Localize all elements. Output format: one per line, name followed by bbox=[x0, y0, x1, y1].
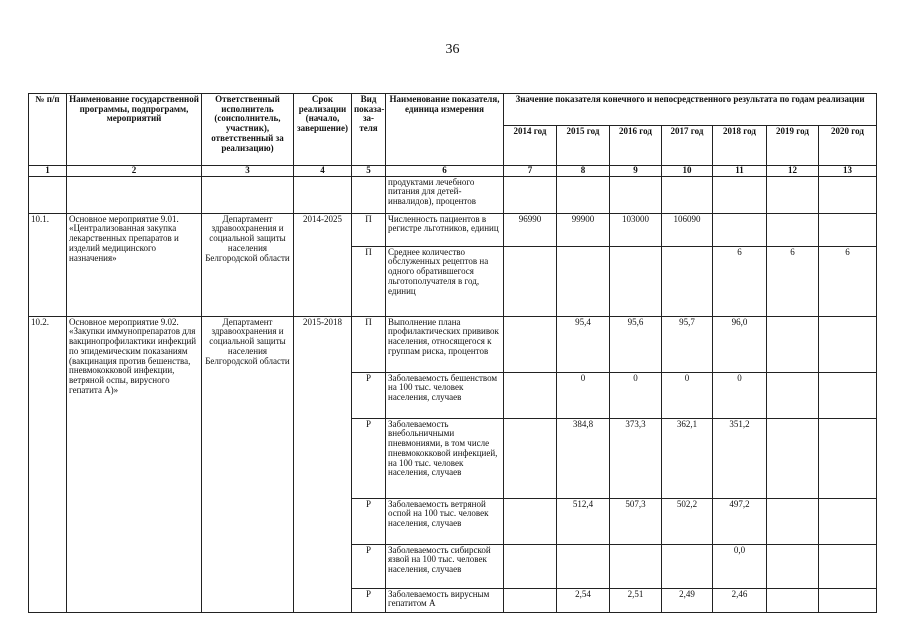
indicator-type: Р bbox=[352, 418, 386, 498]
table-row bbox=[29, 213, 877, 246]
value-cell bbox=[819, 544, 877, 588]
value-cell bbox=[504, 418, 557, 498]
col-number: 3 bbox=[202, 166, 294, 177]
column-numbers-row bbox=[29, 166, 877, 177]
col-number: 8 bbox=[557, 166, 610, 177]
col-number: 10 bbox=[662, 166, 713, 177]
indicator-name: Заболеваемость сибирской язвой на 100 тыс. человек населения, случаев bbox=[386, 544, 504, 588]
col-number: 9 bbox=[610, 166, 662, 177]
value-cell bbox=[610, 246, 662, 316]
value-cell bbox=[767, 588, 819, 612]
value-cell bbox=[767, 316, 819, 372]
col-number: 13 bbox=[819, 166, 877, 177]
col-number: 2 bbox=[67, 166, 202, 177]
value-cell: 99900 bbox=[557, 213, 610, 246]
indicator-type: Р bbox=[352, 544, 386, 588]
indicators-table bbox=[28, 93, 877, 613]
indicator-name: Заболеваемость внебольничными пневмониями, в том числе пневмококковой инфекцией, на 100 тыс. человек населения, случаев bbox=[386, 418, 504, 498]
value-cell: 6 bbox=[767, 246, 819, 316]
indicator-name: Численность пациентов в регистре льготников, единиц bbox=[386, 213, 504, 246]
indicator-type: Р bbox=[352, 588, 386, 612]
value-cell bbox=[504, 372, 557, 418]
col-number: 12 bbox=[767, 166, 819, 177]
indicator-name: Заболеваемость вирусным гепатитом А bbox=[386, 588, 504, 612]
value-cell bbox=[819, 588, 877, 612]
value-cell bbox=[504, 246, 557, 316]
value-cell: 502,2 bbox=[662, 498, 713, 544]
value-cell: 0 bbox=[557, 372, 610, 418]
period: 2014-2025 bbox=[294, 213, 352, 316]
value-cell: 507,3 bbox=[610, 498, 662, 544]
value-cell: 6 bbox=[713, 246, 767, 316]
value-cell: 96,0 bbox=[713, 316, 767, 372]
value-cell: 0 bbox=[713, 372, 767, 418]
indicator-name: продуктами лечебного питания для детей-инвалидов), процентов bbox=[386, 176, 504, 213]
value-cell: 2,54 bbox=[557, 588, 610, 612]
value-cell bbox=[557, 246, 610, 316]
indicator-name: Заболеваемость ветряной оспой на 100 тыс. человек населения, случаев bbox=[386, 498, 504, 544]
value-cell: 95,7 bbox=[662, 316, 713, 372]
indicator-type: П bbox=[352, 316, 386, 372]
value-cell: 362,1 bbox=[662, 418, 713, 498]
value-cell: 2,51 bbox=[610, 588, 662, 612]
header-period: Срок реализации (начало, завершение) bbox=[294, 94, 352, 166]
header-year: 2020 год bbox=[819, 126, 877, 166]
period: 2015-2018 bbox=[294, 316, 352, 612]
table-row bbox=[29, 316, 877, 372]
value-cell bbox=[767, 372, 819, 418]
indicator-name: Среднее количество обслуженных рецептов на одного обратившегося льготополучателя в год, единиц bbox=[386, 246, 504, 316]
value-cell bbox=[662, 544, 713, 588]
table-row bbox=[29, 176, 877, 213]
value-cell: 0 bbox=[610, 372, 662, 418]
value-cell bbox=[504, 544, 557, 588]
value-cell: 0,0 bbox=[713, 544, 767, 588]
value-cell: 373,3 bbox=[610, 418, 662, 498]
header-year: 2014 год bbox=[504, 126, 557, 166]
value-cell bbox=[610, 544, 662, 588]
value-cell: 106090 bbox=[662, 213, 713, 246]
indicator-type: П bbox=[352, 246, 386, 316]
header-type: Вид показа-за-теля bbox=[352, 94, 386, 166]
item-number: 10.2. bbox=[29, 316, 67, 612]
indicator-type: Р bbox=[352, 498, 386, 544]
header-num: № п/п bbox=[29, 94, 67, 166]
header-year: 2019 год bbox=[767, 126, 819, 166]
program-name: Основное мероприятие 9.02. «Закупки иммунопрепаратов для вакцинопрофилактики инфекций по эпидемическим показаниям (вакцинация против бешенства, пневмококковой инфекции, ветряной оспы, вирусного гепатита А)» bbox=[67, 316, 202, 612]
value-cell bbox=[504, 498, 557, 544]
value-cell bbox=[713, 213, 767, 246]
value-cell: 384,8 bbox=[557, 418, 610, 498]
value-cell: 103000 bbox=[610, 213, 662, 246]
value-cell: 95,4 bbox=[557, 316, 610, 372]
value-cell bbox=[504, 588, 557, 612]
header-year: 2015 год bbox=[557, 126, 610, 166]
executor-name: Департамент здравоохранения и социальной защиты населения Белгородской области bbox=[202, 316, 294, 612]
value-cell bbox=[767, 498, 819, 544]
value-cell bbox=[767, 544, 819, 588]
value-cell: 2,46 bbox=[713, 588, 767, 612]
header-executor: Ответственный исполнитель (соисполнитель, участник), ответственный за реализацию) bbox=[202, 94, 294, 166]
value-cell: 95,6 bbox=[610, 316, 662, 372]
col-number: 1 bbox=[29, 166, 67, 177]
value-cell bbox=[504, 316, 557, 372]
header-indicator: Наименование показателя, единица измерения bbox=[386, 94, 504, 166]
value-cell: 497,2 bbox=[713, 498, 767, 544]
item-number: 10.1. bbox=[29, 213, 67, 316]
value-cell bbox=[767, 213, 819, 246]
value-cell: 512,4 bbox=[557, 498, 610, 544]
header-year: 2017 год bbox=[662, 126, 713, 166]
value-cell bbox=[819, 316, 877, 372]
header-program: Наименование государственной программы, подпрограмм, мероприятий bbox=[67, 94, 202, 166]
header-year: 2016 год bbox=[610, 126, 662, 166]
col-number: 7 bbox=[504, 166, 557, 177]
value-cell bbox=[819, 498, 877, 544]
program-name: Основное мероприятие 9.01. «Централизованная закупка лекарственных препаратов и изделий медицинского назначения» bbox=[67, 213, 202, 316]
value-cell: 96990 bbox=[504, 213, 557, 246]
col-number: 4 bbox=[294, 166, 352, 177]
value-cell bbox=[662, 246, 713, 316]
indicator-name: Заболеваемость бешенством на 100 тыс. человек населения, случаев bbox=[386, 372, 504, 418]
header-year: 2018 год bbox=[713, 126, 767, 166]
indicator-type: Р bbox=[352, 372, 386, 418]
value-cell bbox=[819, 372, 877, 418]
value-cell: 351,2 bbox=[713, 418, 767, 498]
indicator-type: П bbox=[352, 213, 386, 246]
value-cell bbox=[767, 418, 819, 498]
value-cell bbox=[557, 544, 610, 588]
col-number: 11 bbox=[713, 166, 767, 177]
indicator-name: Выполнение плана профилактических прививок населения, относящегося к группам риска, процентов bbox=[386, 316, 504, 372]
page-number: 36 bbox=[445, 42, 460, 57]
value-cell: 6 bbox=[819, 246, 877, 316]
col-number: 5 bbox=[352, 166, 386, 177]
header-values-group: Значение показателя конечного и непосредственного результата по годам реализации bbox=[504, 94, 877, 126]
value-cell: 0 bbox=[662, 372, 713, 418]
col-number: 6 bbox=[386, 166, 504, 177]
header-row bbox=[29, 94, 877, 126]
executor-name: Департамент здравоохранения и социальной защиты населения Белгородской области bbox=[202, 213, 294, 316]
value-cell bbox=[819, 213, 877, 246]
value-cell: 2,49 bbox=[662, 588, 713, 612]
value-cell bbox=[819, 418, 877, 498]
